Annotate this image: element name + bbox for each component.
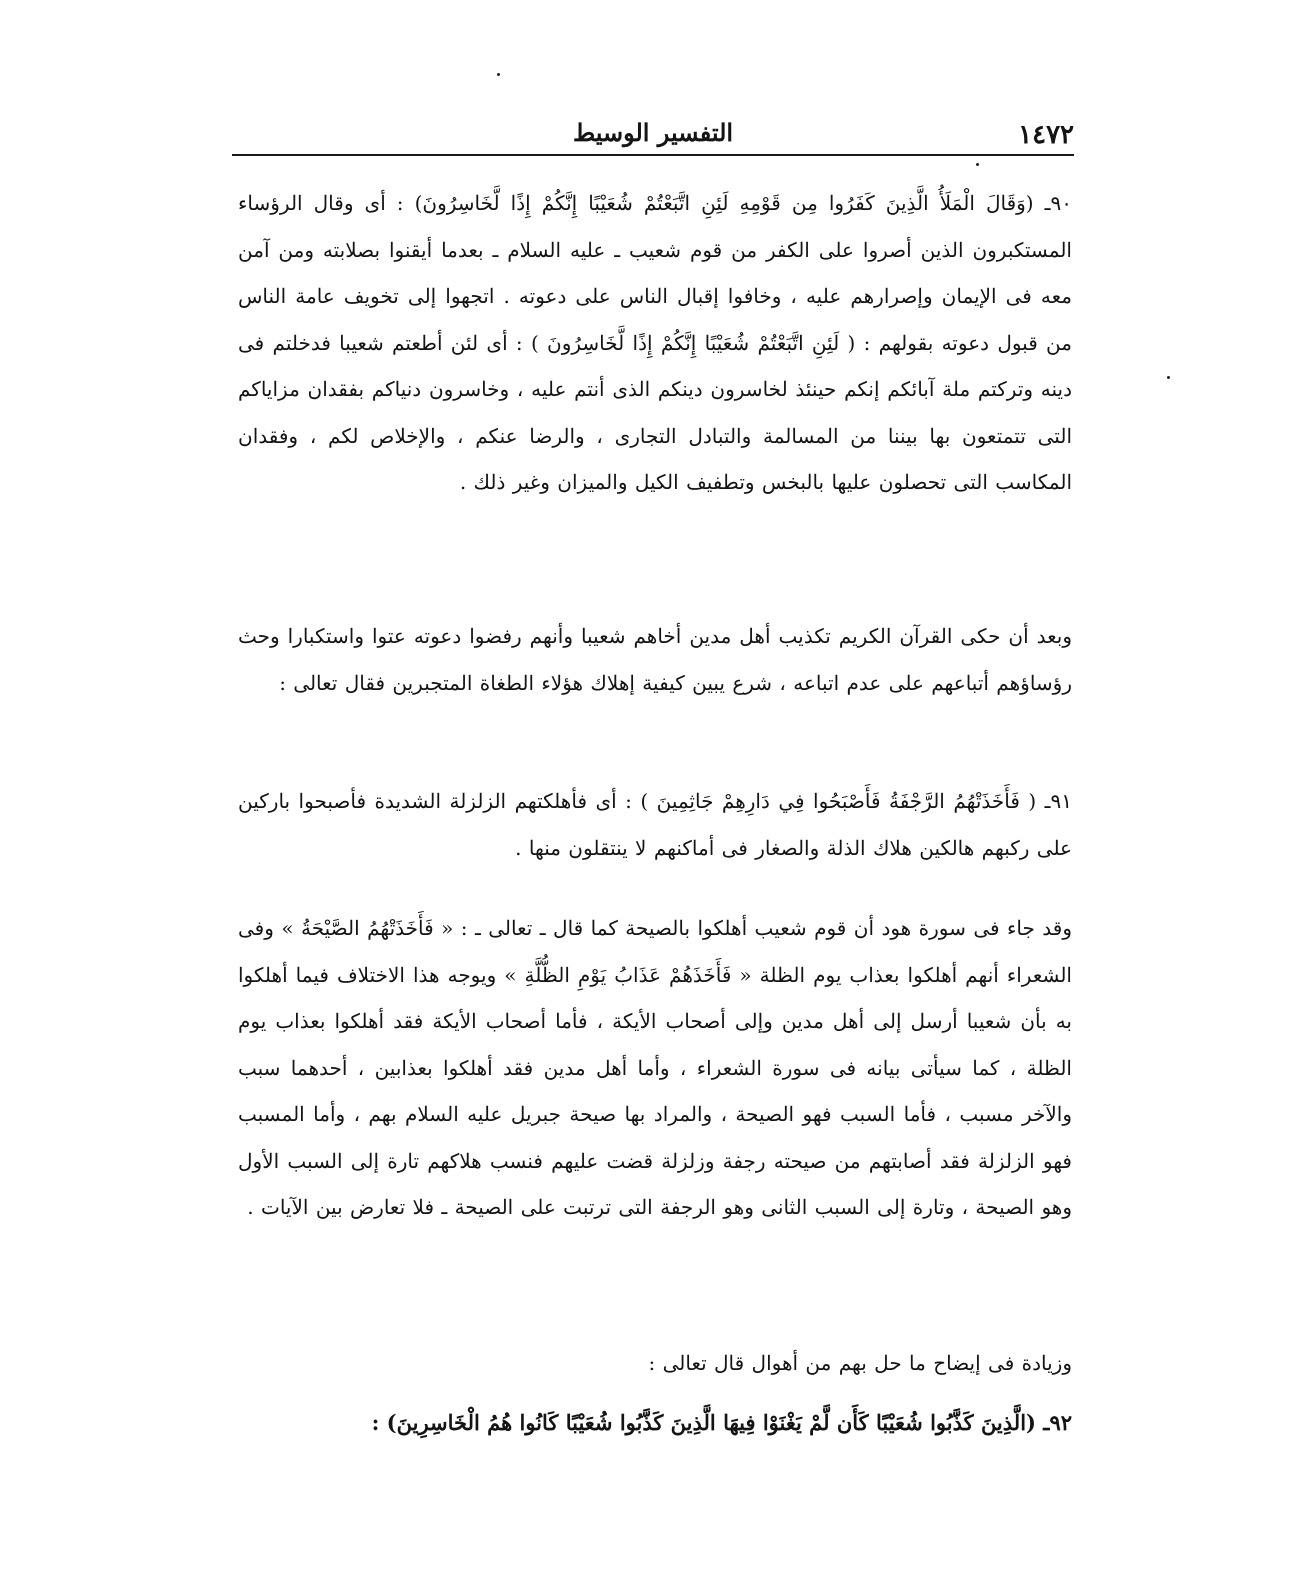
print-speck bbox=[497, 73, 500, 76]
header-rule bbox=[232, 154, 1074, 156]
paragraph-verse-91: ٩١ـ ( فَأَخَذَتْهُمُ الرَّجْفَةُ فَأَصْبَحُوا فِي دَارِهِمْ جَاثِمِينَ ) : أى فأهلكتهم الزلزلة الشديدة فأصبحوا باركين على ركبهم هالكين هلاك الذلة والصغار فى أماكنهم لا ينتقلون منها . bbox=[238, 789, 1072, 860]
paragraph-verse-90: ٩٠ـ (وَقَالَ الْمَلَأُ الَّذِينَ كَفَرُوا مِن قَوْمِهِ لَئِنِ اتَّبَعْتُمْ شُعَيْبًا إِنَّكُمْ إِذًا لَّخَاسِرُونَ) : أى وقال الرؤساء المستكبرون الذين أصروا على الكفر من قوم شعيب ـ عليه السلام ـ بعدما أيقنوا بصلابته ومن آمن معه فى الإيمان وإصرارهم عليه ، وخافوا إقبال الناس على دعوته . اتجهوا إلى تخويف عامة الناس من قبول دعوته بقولهم : ( لَئِنِ اتَّبَعْتُمْ شُعَيْبًا إِنَّكُمْ إِذًا لَّخَاسِرُونَ ) : أى لئن أطعتم شعيبا فدخلتم فى دينه وتركتم ملة آبائكم إنكم حينئذ لخاسرون دينكم الذى أنتم عليه ، وخاسرون دنياكم بفقدان مزاياكم التى تتمتعون بها بيننا من المسالمة والتبادل التجارى ، والرضا عنكم ، والإخلاص لكم ، وفقدان المكاسب التى تحصلون عليها بالبخس وتطفيف الكيل والميزان وغير ذلك . bbox=[238, 191, 1072, 494]
print-speck bbox=[976, 163, 979, 166]
running-title: التفسير الوسيط bbox=[572, 118, 734, 147]
paragraph-commentary: وقد جاء فى سورة هود أن قوم شعيب أهلكوا بالصيحة كما قال ـ تعالى ـ : « فَأَخَذَتْهُمُ الصَّيْحَةُ » وفى الشعراء أنهم أهلكوا بعذاب يوم الظلة « فَأَخَذَهُمْ عَذَابُ يَوْمِ الظُّلَّةِ » ويوجه هذا الاختلاف فيما أهلكوا به بأن شعيبا أرسل إلى أهل مدين وإلى أصحاب الأيكة ، فأما أصحاب الأيكة فقد أهلكوا بعذاب يوم الظلة ، كما سيأتى بيانه فى سورة الشعراء ، وأما أهل مدين فقد أهلكوا بعذابين ، أحدهما سبب والآخر مسبب ، فأما السبب فهو الصيحة ، والمراد بها صيحة جبريل عليه السلام بهم ، وأما المسبب فهو الزلزلة فقد أصابتهم من صيحته رجفة وزلزلة قضت عليهم فنسب هلاكهم تارة إلى السبب الأول وهو الصيحة ، وتارة إلى السبب الثانى وهو الرجفة التى ترتبت على الصيحة ـ فلا تعارض بين الآيات . bbox=[238, 916, 1072, 1219]
page-header bbox=[232, 112, 1074, 156]
paragraph-transition-2: وزيادة فى إيضاح ما حل بهم من أهوال قال تعالى : bbox=[648, 1351, 1072, 1375]
paragraph-transition-1: وبعد أن حكى القرآن الكريم تكذيب أهل مدين أخاهم شعيبا وأنهم رفضوا دعوته عتوا واستكبارا وحث رؤساؤهم أتباعهم على عدم اتباعه ، شرع يبين كيفية إهلاك هؤلاء الطغاة المتجبرين فقال تعالى : bbox=[238, 624, 1072, 695]
print-speck bbox=[1167, 376, 1170, 379]
verse-92: ٩٢ـ (الَّذِينَ كَذَّبُوا شُعَيْبًا كَأَن لَّمْ يَغْنَوْا فِيهَا الَّذِينَ كَذَّبُوا شُعَيْبًا كَانُوا هُمُ الْخَاسِرِينَ) : bbox=[371, 1410, 1072, 1435]
page-number: ١٤٧٢ bbox=[1018, 120, 1074, 150]
